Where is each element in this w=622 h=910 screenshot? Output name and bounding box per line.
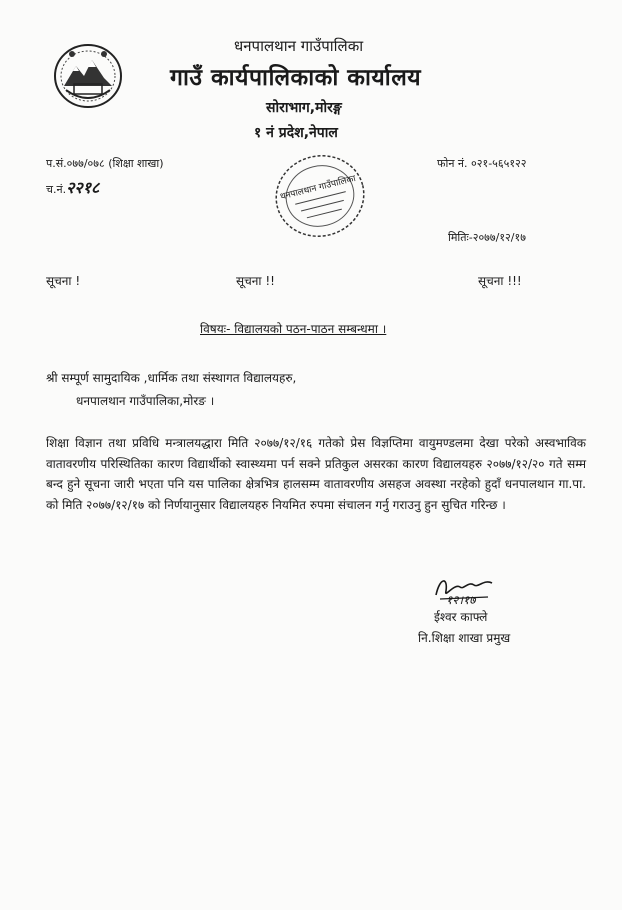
province-line: १ नं प्रदेश,नेपाल <box>254 125 338 141</box>
office-stamp <box>260 139 379 252</box>
notice-right: सूचना !!! <box>478 274 522 288</box>
notice-center: सूचना !! <box>236 274 275 288</box>
office-location: सोराभाग,मोरङ्ग <box>266 100 342 116</box>
municipality-name: धनपालथान गाउँपालिका <box>234 37 364 55</box>
office-name: गाउँ कार्यपालिकाको कार्यालय <box>170 65 422 91</box>
signature-date: १२।१७ <box>446 593 476 607</box>
body-paragraph: शिक्षा विज्ञान तथा प्रविधि मन्त्रालयद्धारा मिति २०७७/१२/१६ गतेको प्रेस विज्ञप्तिमा वायुमण्डलमा देखा परेको अस्वभाविक वातावरणीय परिस्थितिका कारण विद्यार्थीको स्वास्थ्यमा पर्न सक्ने प्रतिकुल असरका कारण विद्यालयहरु २०७७/१२/२० गते सम्म बन्द हुने सूचना जारी भएता पनि यस पालिका क्षेत्रभित्र हालसम्म वातावरणीय असहज अवस्था नरहेको हुदाँ धनपालथान गा.पा. को मिति २०७७/१२/१७ को निर्णयानुसार विद्यालयहरु नियमित रुपमा संचालन गर्नु गराउनु हुन सुचित गरिन्छ । <box>46 436 586 512</box>
dispatch-label: च.नं. <box>46 183 67 196</box>
signatory-title: नि.शिक्षा शाखा प्रमुख <box>418 631 511 645</box>
notice-left: सूचना ! <box>46 274 81 288</box>
letter-date: मितिः-२०७७/१२/१७ <box>448 231 526 244</box>
addressee-line-1: श्री सम्पूर्ण सामुदायिक ,धार्मिक तथा संस्थागत विद्यालयहरु, <box>46 371 297 385</box>
stamp-text: धनपालथान गाउँपालिका <box>279 174 357 203</box>
phone-number: फोन नं. ०२१-५६५१२२ <box>437 157 527 170</box>
dispatch-value: २२१८ <box>66 178 100 197</box>
addressee-line-2: धनपालथान गाउँपालिका,मोरङ । <box>76 394 215 408</box>
nepal-emblem-icon <box>52 40 124 110</box>
dispatch-number <box>46 176 99 198</box>
stamp-icon <box>260 139 379 252</box>
subject-line: विषयः- विद्यालयको पठन-पाठन सम्बन्धमा । <box>200 322 387 336</box>
letter-number: प.सं.०७७/०७८ (शिक्षा शाखा) <box>46 157 164 170</box>
signatory-name: ईश्वर काफ्ले <box>434 610 488 624</box>
